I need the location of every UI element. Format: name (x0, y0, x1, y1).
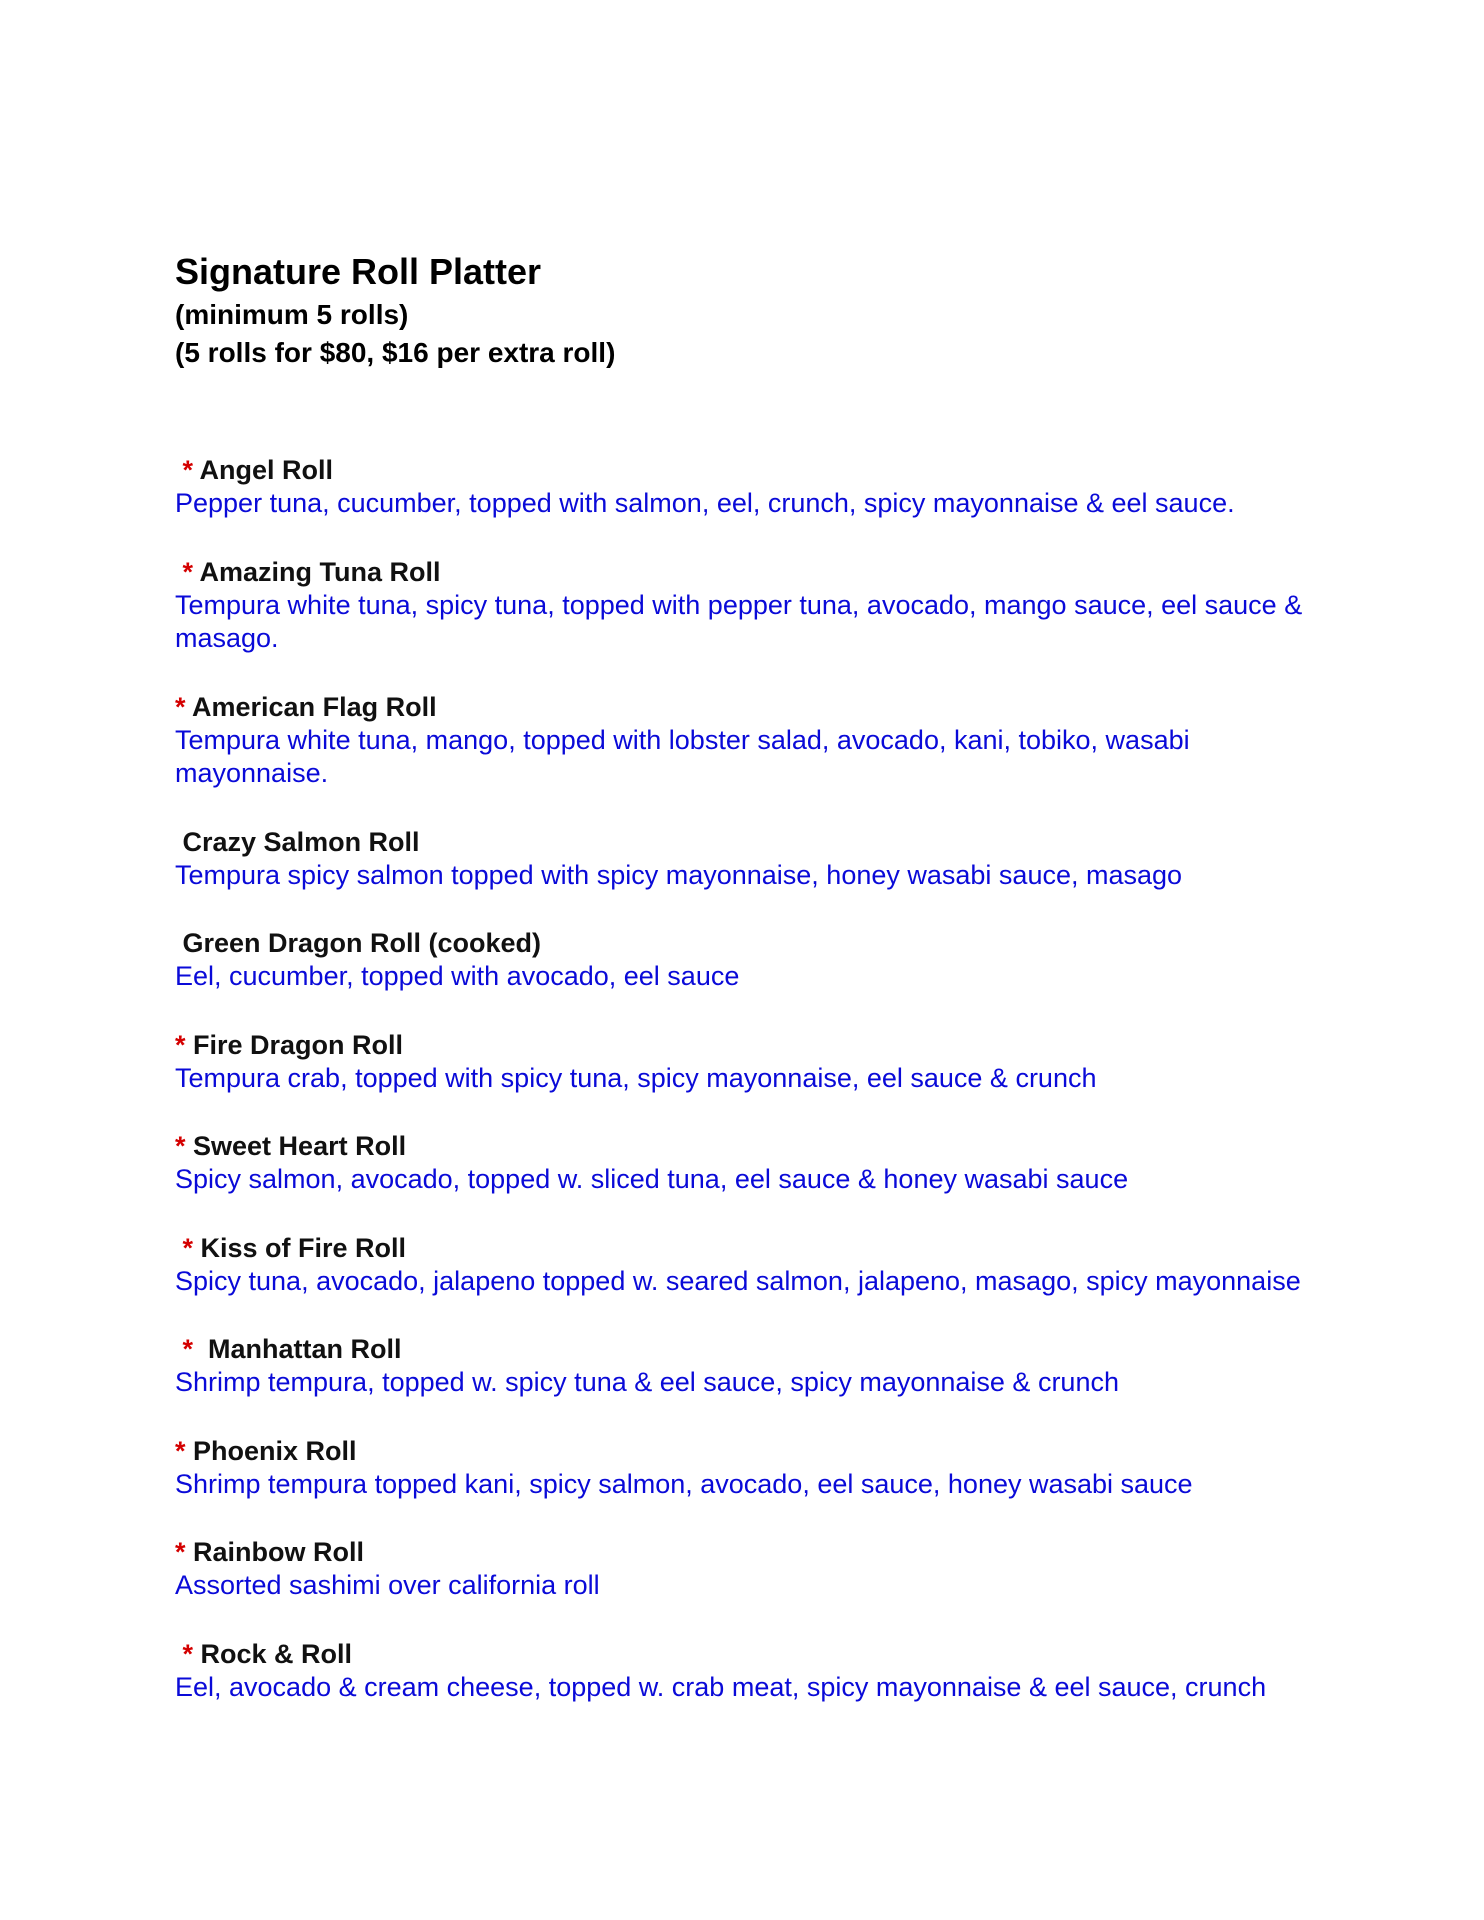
roll-list (175, 452, 1355, 1737)
item-name: Sweet Heart Roll (185, 1131, 407, 1161)
item-name: Rainbow Roll (185, 1537, 365, 1567)
menu-item (175, 824, 1355, 926)
item-description: Tempura spicy salmon topped with spicy mayonnaise, honey wasabi sauce, masago (175, 859, 1183, 890)
item-name-line (175, 689, 1355, 725)
item-name: Phoenix Roll (185, 1435, 357, 1466)
item-name: Fire Dragon Roll (185, 1029, 404, 1060)
item-name-line (175, 554, 1355, 590)
star-marker: * (175, 556, 194, 587)
item-name-line (175, 1534, 1355, 1570)
item-name-line (175, 925, 1355, 961)
item-description: Eel, avocado & cream cheese, topped w. crab meat, spicy mayonnaise & eel sauce, crunch (175, 1671, 1267, 1702)
item-name-line (175, 452, 1355, 488)
menu-header (175, 248, 615, 372)
menu-item (175, 925, 1355, 1027)
item-name: Kiss of Fire Roll (193, 1232, 407, 1263)
menu-item (175, 1636, 1355, 1738)
star-marker: * (175, 455, 194, 485)
minimum-note: (minimum 5 rolls) (175, 299, 409, 330)
menu-item (175, 689, 1355, 824)
star-marker: * (175, 1334, 194, 1364)
item-name-line (175, 1636, 1355, 1672)
item-name: Manhattan Roll (193, 1334, 402, 1364)
item-name: Green Dragon Roll (cooked) (175, 928, 542, 958)
menu-item (175, 1433, 1355, 1535)
star-marker: * (175, 1638, 194, 1669)
item-description: Eel, cucumber, topped with avocado, eel sauce (175, 961, 740, 991)
star-marker: * (175, 1029, 186, 1060)
item-name-line (175, 1433, 1355, 1469)
item-name: Angel Roll (193, 455, 334, 485)
item-name-line (175, 1027, 1355, 1063)
item-name: Amazing Tuna Roll (193, 556, 441, 587)
item-description: Tempura white tuna, mango, topped with lobster salad, avocado, kani, tobiko, wasabi mayonnaise. (175, 724, 1190, 788)
item-description: Shrimp tempura topped kani, spicy salmon, avocado, eel sauce, honey wasabi sauce (175, 1468, 1193, 1499)
menu-item (175, 554, 1355, 689)
menu-item (175, 1128, 1355, 1230)
menu-item (175, 1331, 1355, 1433)
item-name-line (175, 1331, 1355, 1367)
item-description: Assorted sashimi over california roll (175, 1570, 600, 1600)
star-marker: * (175, 1232, 194, 1263)
item-name-line (175, 1230, 1355, 1266)
item-name: Crazy Salmon Roll (175, 826, 420, 857)
menu-item (175, 452, 1355, 554)
star-marker: * (175, 1435, 186, 1466)
star-marker: * (175, 1131, 186, 1161)
item-name: American Flag Roll (185, 691, 437, 722)
page-title: Signature Roll Platter (175, 251, 542, 292)
item-description: Spicy salmon, avocado, topped w. sliced tuna, eel sauce & honey wasabi sauce (175, 1164, 1129, 1194)
item-description: Pepper tuna, cucumber, topped with salmon, eel, crunch, spicy mayonnaise & eel sauce. (175, 488, 1235, 518)
item-description: Spicy tuna, avocado, jalapeno topped w. seared salmon, jalapeno, masago, spicy mayonnaise (175, 1265, 1301, 1296)
item-description: Tempura crab, topped with spicy tuna, spicy mayonnaise, eel sauce & crunch (175, 1062, 1097, 1093)
pricing-note: (5 rolls for $80, $16 per extra roll) (175, 337, 616, 368)
item-name: Rock & Roll (193, 1638, 353, 1669)
item-description: Tempura white tuna, spicy tuna, topped with pepper tuna, avocado, mango sauce, eel sauce & masago. (175, 589, 1303, 653)
star-marker: * (175, 691, 186, 722)
item-name-line (175, 1128, 1355, 1164)
star-marker: * (175, 1537, 186, 1567)
item-description: Shrimp tempura, topped w. spicy tuna & eel sauce, spicy mayonnaise & crunch (175, 1367, 1119, 1397)
menu-item (175, 1230, 1355, 1332)
menu-item (175, 1027, 1355, 1129)
menu-item (175, 1534, 1355, 1636)
item-name-line (175, 824, 1355, 860)
